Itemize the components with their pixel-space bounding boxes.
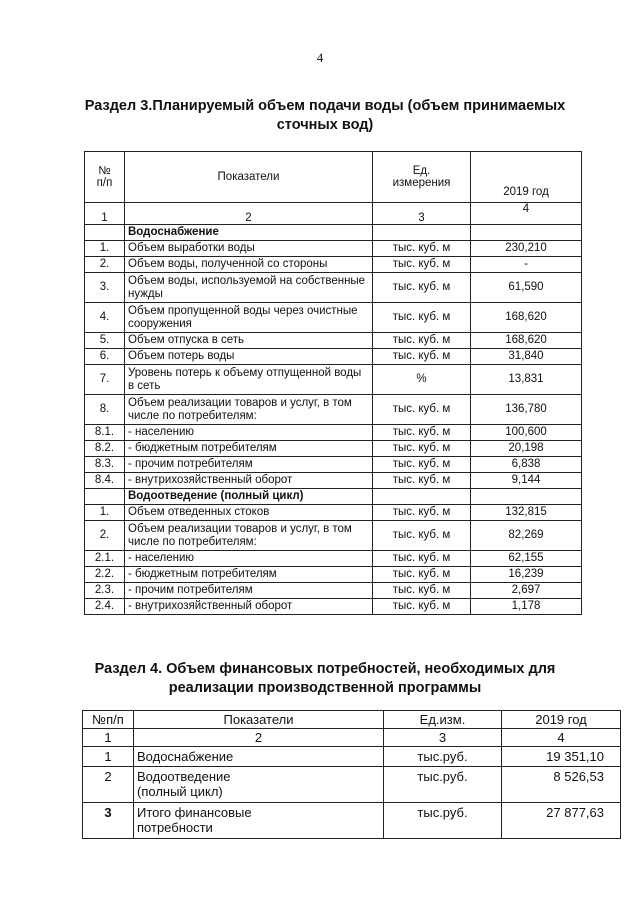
row-name: Объем воды, используемой на собственные нужды	[125, 273, 373, 303]
table-row	[85, 583, 582, 599]
row-value: 82,269	[471, 521, 582, 551]
table-row	[83, 767, 621, 803]
header-year: 2019 год	[471, 152, 582, 203]
page-number: 4	[316, 50, 324, 65]
row-name	[134, 747, 384, 767]
row-unit: тыс. куб. м	[373, 457, 471, 473]
row-name: - внутрихозяйственный оборот	[125, 473, 373, 489]
row-name	[134, 767, 384, 803]
col-number: 2	[125, 203, 373, 225]
row-name	[134, 803, 384, 839]
col-number: 3	[373, 203, 471, 225]
row-value: 8 526,53	[502, 767, 621, 803]
row-value: 62,155	[471, 551, 582, 567]
col-number: 3	[384, 729, 502, 747]
row-number: 5.	[85, 333, 125, 349]
row-name: - бюджетным потребителям	[125, 441, 373, 457]
row-name: Объем реализации товаров и услуг, в том числе по потребителям:	[125, 395, 373, 425]
row-unit: тыс.руб.	[384, 747, 502, 767]
column-number-row	[83, 729, 621, 747]
header-unit: Ед.изм.	[384, 711, 502, 729]
financial-needs-table	[82, 710, 621, 839]
table-row	[85, 349, 582, 365]
section4-title-line1: Раздел 4. Объем финансовых потребностей, необходимых для	[94, 661, 556, 677]
col-number: 4	[502, 729, 621, 747]
column-number-row	[85, 203, 582, 225]
table-row	[85, 441, 582, 457]
row-number: 3.	[85, 273, 125, 303]
table-row	[85, 273, 582, 303]
row-number: 4.	[85, 303, 125, 333]
row-value: 2,697	[471, 583, 582, 599]
section3-title-line1: Раздел 3.Планируемый объем подачи воды (объем принимаемых	[84, 98, 566, 114]
header-unit-line1: Ед.	[412, 164, 431, 177]
row-name: - бюджетным потребителям	[125, 567, 373, 583]
table-row	[83, 803, 621, 839]
row-number: 8.2.	[85, 441, 125, 457]
section3-title	[60, 97, 590, 135]
section-row-sewerage	[85, 489, 582, 505]
table-row	[85, 599, 582, 615]
header-year: 2019 год	[502, 711, 621, 729]
row-unit: тыс. куб. м	[373, 241, 471, 257]
row-unit: тыс. куб. м	[373, 567, 471, 583]
table-row	[85, 257, 582, 273]
row-name-line2: потребности	[137, 820, 213, 835]
table-row	[85, 365, 582, 395]
row-unit: тыс. куб. м	[373, 521, 471, 551]
section4-title-line2: реализации производственной программы	[168, 680, 482, 696]
table-row	[85, 425, 582, 441]
header-indicators: Показатели	[134, 711, 384, 729]
row-unit: тыс. куб. м	[373, 333, 471, 349]
row-name-line1: Водоснабжение	[137, 749, 234, 764]
row-value: 20,198	[471, 441, 582, 457]
row-number: 3	[83, 803, 134, 839]
row-name: - населению	[125, 551, 373, 567]
water-volume-table	[84, 151, 582, 615]
row-number: 2	[83, 767, 134, 803]
row-name: Объем отпуска в сеть	[125, 333, 373, 349]
section-value-cell	[471, 489, 582, 505]
table-row	[85, 551, 582, 567]
row-unit: тыс. куб. м	[373, 599, 471, 615]
section-value-cell	[471, 225, 582, 241]
row-value: 9,144	[471, 473, 582, 489]
row-name-line2: (полный цикл)	[137, 784, 223, 799]
section-unit-cell	[373, 225, 471, 241]
row-unit: тыс. куб. м	[373, 349, 471, 365]
row-number: 2.3.	[85, 583, 125, 599]
row-number: 8.	[85, 395, 125, 425]
header-num-line1: №	[98, 164, 111, 177]
section-unit-cell	[373, 489, 471, 505]
header-num	[85, 152, 125, 203]
row-value: -	[471, 257, 582, 273]
table-header-row	[85, 152, 582, 203]
col-number: 4	[471, 203, 582, 225]
row-unit: тыс. куб. м	[373, 425, 471, 441]
header-unit	[373, 152, 471, 203]
col-number: 1	[85, 203, 125, 225]
row-number: 7.	[85, 365, 125, 395]
row-number: 8.1.	[85, 425, 125, 441]
row-number: 8.4.	[85, 473, 125, 489]
row-number: 1.	[85, 505, 125, 521]
row-value: 168,620	[471, 303, 582, 333]
row-value: 132,815	[471, 505, 582, 521]
row-name: Уровень потерь к объему отпущенной воды в сеть	[125, 365, 373, 395]
row-unit: тыс. куб. м	[373, 257, 471, 273]
row-value: 230,210	[471, 241, 582, 257]
header-num-line2: п/п	[96, 177, 113, 189]
section-title: Водоснабжение	[125, 225, 373, 241]
row-unit: тыс. куб. м	[373, 473, 471, 489]
row-value: 6,838	[471, 457, 582, 473]
section3-title-line2: сточных вод)	[276, 117, 374, 133]
table-row	[83, 747, 621, 767]
row-number: 2.	[85, 521, 125, 551]
table-row	[85, 241, 582, 257]
row-value: 61,590	[471, 273, 582, 303]
row-number: 8.3.	[85, 457, 125, 473]
row-value: 100,600	[471, 425, 582, 441]
row-name-line1: Итого финансовые	[137, 805, 252, 820]
row-unit: тыс.руб.	[384, 767, 502, 803]
row-value: 13,831	[471, 365, 582, 395]
header-indicators: Показатели	[125, 152, 373, 203]
row-value: 31,840	[471, 349, 582, 365]
row-unit: тыс. куб. м	[373, 303, 471, 333]
table-row	[85, 333, 582, 349]
header-num: №п/п	[83, 711, 134, 729]
section4-title	[60, 660, 590, 698]
table-row	[85, 457, 582, 473]
table-row	[85, 395, 582, 425]
row-name: Объем потерь воды	[125, 349, 373, 365]
row-name: - прочим потребителям	[125, 457, 373, 473]
row-unit: тыс. куб. м	[373, 583, 471, 599]
row-name: Объем выработки воды	[125, 241, 373, 257]
row-unit: тыс. куб. м	[373, 395, 471, 425]
row-number: 1.	[85, 241, 125, 257]
table-row	[85, 521, 582, 551]
row-name: Объем реализации товаров и услуг, в том числе по потребителям:	[125, 521, 373, 551]
header-unit-line2: измерения	[392, 177, 451, 189]
row-name: - внутрихозяйственный оборот	[125, 599, 373, 615]
row-name: Объем воды, полученной со стороны	[125, 257, 373, 273]
table-row	[85, 567, 582, 583]
row-name: Объем отведенных стоков	[125, 505, 373, 521]
section-num-cell	[85, 489, 125, 505]
row-name-line1: Водоотведение	[137, 769, 231, 784]
row-value: 1,178	[471, 599, 582, 615]
row-unit: тыс. куб. м	[373, 551, 471, 567]
row-value: 19 351,10	[502, 747, 621, 767]
row-number: 2.1.	[85, 551, 125, 567]
row-name: - населению	[125, 425, 373, 441]
row-number: 2.2.	[85, 567, 125, 583]
table-row	[85, 303, 582, 333]
row-unit: тыс. куб. м	[373, 441, 471, 457]
row-value: 27 877,63	[502, 803, 621, 839]
row-unit: тыс. куб. м	[373, 505, 471, 521]
row-number: 1	[83, 747, 134, 767]
table-header-row	[83, 711, 621, 729]
table-row	[85, 473, 582, 489]
row-value: 136,780	[471, 395, 582, 425]
row-name: Объем пропущенной воды через очистные сооружения	[125, 303, 373, 333]
row-number: 2.	[85, 257, 125, 273]
row-value: 168,620	[471, 333, 582, 349]
row-value: 16,239	[471, 567, 582, 583]
row-name: - прочим потребителям	[125, 583, 373, 599]
row-unit: тыс. куб. м	[373, 273, 471, 303]
row-unit: тыс.руб.	[384, 803, 502, 839]
col-number: 1	[83, 729, 134, 747]
row-number: 6.	[85, 349, 125, 365]
col-number: 2	[134, 729, 384, 747]
section-num-cell	[85, 225, 125, 241]
row-unit: %	[373, 365, 471, 395]
section-row-water-supply	[85, 225, 582, 241]
section-title: Водоотведение (полный цикл)	[125, 489, 373, 505]
table-row	[85, 505, 582, 521]
row-number: 2.4.	[85, 599, 125, 615]
